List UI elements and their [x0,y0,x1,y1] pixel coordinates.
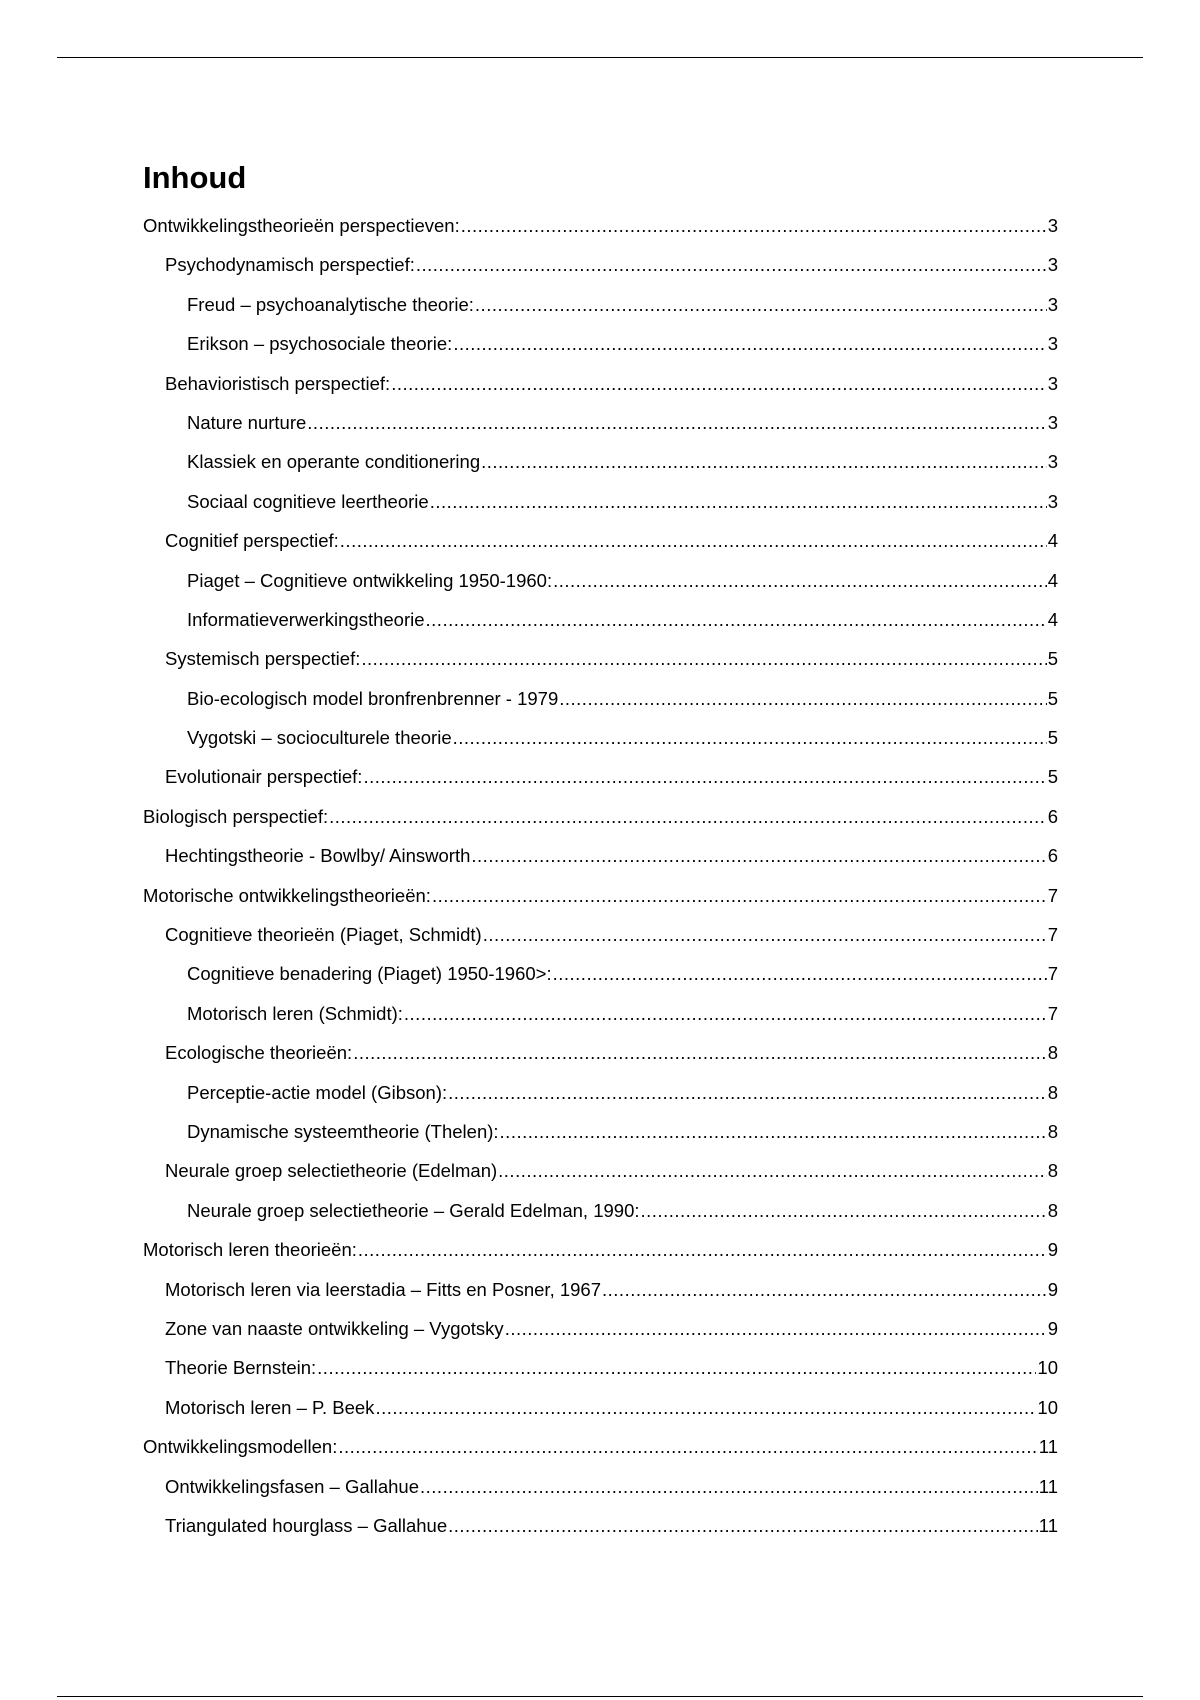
toc-entry[interactable] [143,442,1058,481]
toc-page-number: 4 [1047,530,1058,552]
toc-entry-text: Dynamische systeemtheorie (Thelen): [187,1120,499,1142]
toc-entry-text: Motorisch leren (Schmidt): [187,1002,403,1024]
toc-dot-leader [338,1427,1037,1466]
toc-entry-text: Motorische ontwikkelingstheorieën: [143,884,431,906]
toc-entry-text: Motorisch leren theorieën: [143,1239,357,1261]
toc-entry-text: Systemisch perspectief: [165,648,361,670]
toc-page-number: 7 [1047,924,1058,946]
toc-dot-leader [432,876,1047,915]
toc-dot-leader [471,836,1046,875]
toc-entry-text: Perceptie-actie model (Gibson): [187,1081,448,1103]
toc-page-number: 3 [1047,372,1058,394]
toc-entry-text: Nature nurture [187,411,307,433]
toc-entry-text: Triangulated hourglass – Gallahue [165,1514,448,1536]
toc-page-number: 11 [1038,1475,1058,1497]
toc-entry[interactable] [143,206,1058,245]
toc-page-number: 9 [1047,1239,1058,1261]
toc-page-number: 8 [1047,1042,1058,1064]
table-of-contents [143,160,1058,1545]
toc-dot-leader [559,679,1046,718]
toc-entry-text: Ontwikkelingsfasen – Gallahue [165,1475,420,1497]
toc-dot-leader [553,954,1047,993]
toc-dot-leader [641,1191,1047,1230]
toc-entry-text: Behavioristisch perspectief: [165,372,391,394]
toc-entry[interactable] [143,679,1058,718]
toc-entry[interactable] [143,1112,1058,1151]
toc-dot-leader [340,521,1047,560]
toc-entry[interactable] [143,954,1058,993]
toc-page-number: 3 [1047,215,1058,236]
toc-entry[interactable] [143,403,1058,442]
toc-page-number: 8 [1047,1199,1058,1221]
toc-entry[interactable] [143,1191,1058,1230]
toc-entry-text: Klassiek en operante conditionering [187,451,481,473]
toc-entry-text: Ontwikkelingstheorieën perspectieven: [143,215,460,236]
toc-entry-text: Sociaal cognitieve leertheorie [187,490,429,512]
toc-page-number: 5 [1047,648,1058,670]
toc-dot-leader [498,1151,1047,1190]
footer-rule [57,1696,1143,1697]
toc-entry-text: Psychodynamisch perspectief: [165,254,415,276]
toc-entry[interactable] [143,718,1058,757]
toc-entry[interactable] [143,639,1058,678]
toc-dot-leader [363,757,1046,796]
toc-entry[interactable] [143,757,1058,796]
toc-page-number: 8 [1047,1081,1058,1103]
toc-entry[interactable] [143,324,1058,363]
toc-page-number: 6 [1047,805,1058,827]
toc-entry-text: Theorie Bernstein: [165,1357,317,1379]
toc-dot-leader [420,1467,1038,1506]
toc-dot-leader [317,1348,1036,1387]
toc-entry-text: Neurale groep selectietheorie – Gerald Edelman, 1990: [187,1199,640,1221]
toc-dot-leader [453,718,1047,757]
toc-entry[interactable] [143,600,1058,639]
toc-dot-leader [353,1033,1047,1072]
toc-page-number: 11 [1038,1436,1058,1458]
toc-page-number: 6 [1047,845,1058,867]
toc-page-number: 4 [1047,569,1058,591]
toc-page-number: 3 [1047,254,1058,276]
toc-dot-leader [404,994,1047,1033]
toc-entry[interactable] [143,1151,1058,1190]
toc-dot-leader [358,1230,1047,1269]
toc-dot-leader [448,1073,1047,1112]
toc-entry[interactable] [143,561,1058,600]
toc-entry-text: Erikson – psychosociale theorie: [187,333,453,355]
toc-entry-text: Piaget – Cognitieve ontwikkeling 1950-1960: [187,569,553,591]
toc-entry[interactable] [143,1427,1058,1466]
toc-entry-text: Cognitieve theorieën (Piaget, Schmidt) [165,924,482,946]
toc-entry-text: Evolutionair perspectief: [165,766,363,788]
toc-page-number: 8 [1047,1120,1058,1142]
toc-entry[interactable] [143,1309,1058,1348]
toc-dot-leader [483,915,1047,954]
toc-dot-leader [602,1270,1047,1309]
toc-entry[interactable] [143,994,1058,1033]
toc-entry[interactable] [143,1230,1058,1269]
toc-dot-leader [475,285,1047,324]
toc-page-number: 4 [1047,608,1058,630]
toc-dot-leader [391,364,1047,403]
toc-page-number: 7 [1047,1002,1058,1024]
toc-page-number: 3 [1047,490,1058,512]
toc-entry[interactable] [143,1506,1058,1545]
toc-entry-text: Motorisch leren – P. Beek [165,1396,375,1418]
toc-page-number: 3 [1047,411,1058,433]
toc-entry-text: Informatieverwerkingstheorie [187,608,425,630]
toc-entry[interactable] [143,482,1058,521]
toc-entry[interactable] [143,915,1058,954]
toc-dot-leader [416,245,1047,284]
toc-dot-leader [361,639,1046,678]
toc-entry-text: Bio-ecologisch model bronfrenbrenner - 1979 [187,687,559,709]
toc-dot-leader [448,1506,1038,1545]
toc-page-number: 10 [1037,1357,1058,1379]
toc-list [143,206,1058,1545]
toc-page-number: 7 [1047,963,1058,985]
toc-title: Inhoud [143,160,247,195]
toc-entry[interactable] [143,1388,1058,1427]
toc-page-number: 9 [1047,1317,1058,1339]
toc-entry[interactable] [143,1073,1058,1112]
toc-entry[interactable] [143,876,1058,915]
toc-page-number: 5 [1047,766,1058,788]
toc-entry-text: Zone van naaste ontwikkeling – Vygotsky [165,1317,504,1339]
toc-entry-text: Vygotski – socioculturele theorie [187,727,452,749]
toc-dot-leader [500,1112,1047,1151]
toc-entry[interactable] [143,1270,1058,1309]
toc-entry[interactable] [143,1467,1058,1506]
toc-entry[interactable] [143,285,1058,324]
toc-dot-leader [505,1309,1047,1348]
toc-dot-leader [553,561,1047,600]
toc-entry[interactable] [143,836,1058,875]
toc-entry[interactable] [143,521,1058,560]
toc-page-number: 11 [1038,1514,1058,1536]
toc-page-number: 7 [1047,884,1058,906]
toc-entry-text: Neurale groep selectietheorie (Edelman) [165,1160,498,1182]
toc-dot-leader [307,403,1046,442]
toc-entry-text: Ontwikkelingsmodellen: [143,1436,338,1458]
toc-dot-leader [430,482,1047,521]
toc-page-number: 5 [1047,687,1058,709]
header-rule [57,57,1143,58]
toc-dot-leader [453,324,1046,363]
toc-page-number: 3 [1047,293,1058,315]
toc-page-number: 8 [1047,1160,1058,1182]
toc-dot-leader [461,206,1047,245]
toc-entry-text: Freud – psychoanalytische theorie: [187,293,474,315]
toc-page-number: 5 [1047,727,1058,749]
toc-entry[interactable] [143,245,1058,284]
toc-dot-leader [375,1388,1036,1427]
toc-dot-leader [481,442,1047,481]
toc-entry-text: Biologisch perspectief: [143,805,329,827]
toc-page-number: 10 [1037,1396,1058,1418]
toc-entry[interactable] [143,1033,1058,1072]
toc-entry-text: Hechtingstheorie - Bowlby/ Ainsworth [165,845,471,867]
toc-dot-leader [329,797,1047,836]
toc-entry-text: Ecologische theorieën: [165,1042,353,1064]
toc-entry-text: Cognitieve benadering (Piaget) 1950-1960>: [187,963,552,985]
toc-entry[interactable] [143,364,1058,403]
toc-entry[interactable] [143,797,1058,836]
toc-entry-text: Cognitief perspectief: [165,530,339,552]
toc-entry-text: Motorisch leren via leerstadia – Fitts en Posner, 1967 [165,1278,602,1300]
toc-page-number: 9 [1047,1278,1058,1300]
toc-page-number: 3 [1047,333,1058,355]
toc-dot-leader [426,600,1047,639]
toc-entry[interactable] [143,1348,1058,1387]
toc-page-number: 3 [1047,451,1058,473]
